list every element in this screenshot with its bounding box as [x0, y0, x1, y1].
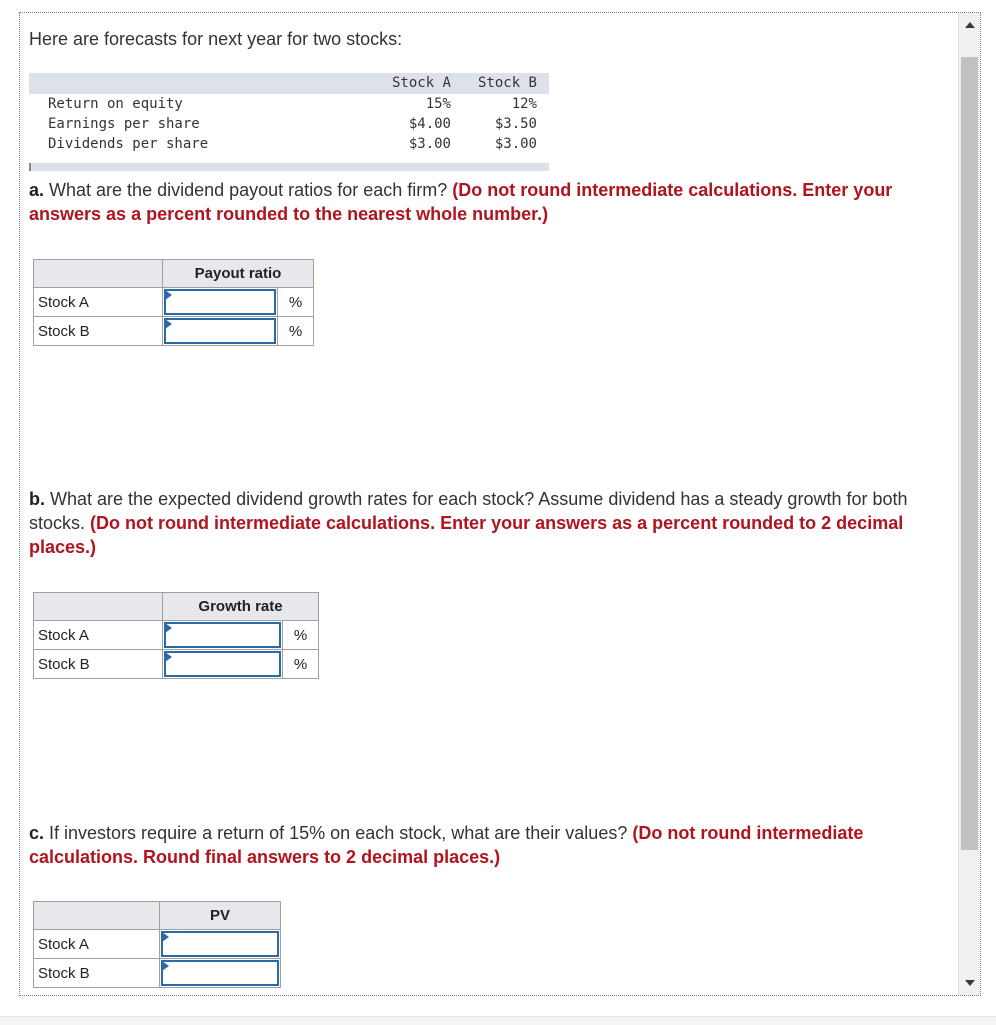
forecast-footer — [29, 163, 549, 171]
question-frame — [19, 12, 981, 996]
intro-text: Here are forecasts for next year for two stocks: — [29, 29, 403, 49]
question-a-text: What are the dividend payout ratios for each firm? — [49, 180, 448, 200]
forecast-col-b: Stock B — [477, 75, 537, 91]
forecast-value-b: $3.00 — [494, 136, 537, 152]
forecast-row — [29, 94, 549, 114]
percent-unit: % — [283, 650, 319, 679]
flag-icon — [165, 319, 172, 329]
pv-table — [33, 901, 281, 988]
answer-cell — [163, 650, 283, 679]
pv-stock-a-input[interactable] — [161, 931, 279, 957]
forecast-value-a: $3.00 — [408, 136, 451, 152]
percent-unit: % — [278, 317, 314, 346]
table-row — [34, 317, 314, 346]
question-c — [29, 821, 949, 869]
table-corner — [34, 260, 163, 288]
forecast-table — [29, 73, 549, 171]
row-label-stock-b: Stock B — [34, 959, 160, 988]
flag-icon — [165, 290, 172, 300]
pv-header: PV — [160, 902, 281, 930]
growth-rate-header: Growth rate — [163, 593, 319, 621]
row-label-stock-a: Stock A — [34, 930, 160, 959]
forecast-row — [29, 114, 549, 134]
question-b-lead: b. — [29, 489, 45, 509]
payout-ratio-stock-a-input[interactable] — [164, 289, 276, 315]
forecast-row-label: Earnings per share — [48, 116, 200, 132]
scroll-up-icon[interactable] — [965, 22, 975, 28]
question-a — [29, 178, 949, 226]
growth-rate-stock-b-input[interactable] — [164, 651, 281, 677]
growth-rate-stock-a-input[interactable] — [164, 622, 281, 648]
answer-cell — [160, 930, 281, 959]
row-label-stock-b: Stock B — [34, 650, 163, 679]
table-row — [34, 288, 314, 317]
forecast-header — [29, 73, 549, 94]
flag-icon — [162, 932, 169, 942]
table-row — [34, 621, 319, 650]
table-row — [34, 959, 281, 988]
vertical-scrollbar[interactable] — [958, 13, 980, 995]
question-b-instruction: (Do not round intermediate calculations. Enter your answers as a percent rounded to 2 decimal places.) — [29, 513, 904, 557]
flag-icon — [165, 623, 172, 633]
row-label-stock-a: Stock A — [34, 621, 163, 650]
question-c-text: If investors require a return of 15% on each stock, what are their values? — [49, 823, 628, 843]
answer-cell — [163, 621, 283, 650]
answer-cell — [163, 288, 278, 317]
forecast-value-b: 12% — [511, 96, 537, 112]
forecast-value-a: $4.00 — [408, 116, 451, 132]
flag-icon — [162, 961, 169, 971]
question-a-instruction: (Do not round intermediate calculations. Enter your answers as a percent rounded to the nearest whole number.) — [29, 180, 893, 224]
question-c-lead: c. — [29, 823, 45, 843]
answer-cell — [163, 317, 278, 346]
payout-ratio-table — [33, 259, 314, 346]
question-a-lead: a. — [29, 180, 45, 200]
forecast-row-label: Dividends per share — [48, 136, 209, 152]
percent-unit: % — [283, 621, 319, 650]
answer-cell — [160, 959, 281, 988]
forecast-row-label: Return on equity — [48, 96, 183, 112]
forecast-row — [29, 134, 549, 154]
table-corner — [34, 902, 160, 930]
growth-rate-table — [33, 592, 319, 679]
forecast-value-a: 15% — [425, 96, 451, 112]
scroll-down-icon[interactable] — [965, 980, 975, 986]
flag-icon — [165, 652, 172, 662]
scroll-thumb[interactable] — [961, 57, 978, 850]
table-row — [34, 650, 319, 679]
payout-ratio-header: Payout ratio — [163, 260, 314, 288]
question-c-instruction: (Do not round intermediate calculations. Round final answers to 2 decimal places.) — [29, 823, 864, 867]
question-b-text: What are the expected dividend growth rates for each stock? Assume dividend has a steady growth for both stocks. — [29, 489, 908, 533]
percent-unit: % — [278, 288, 314, 317]
pv-stock-b-input[interactable] — [161, 960, 279, 986]
payout-ratio-stock-b-input[interactable] — [164, 318, 276, 344]
table-corner — [34, 593, 163, 621]
table-row — [34, 930, 281, 959]
forecast-col-a: Stock A — [391, 75, 451, 91]
question-b — [29, 487, 949, 559]
row-label-stock-b: Stock B — [34, 317, 163, 346]
row-label-stock-a: Stock A — [34, 288, 163, 317]
forecast-value-b: $3.50 — [494, 116, 537, 132]
